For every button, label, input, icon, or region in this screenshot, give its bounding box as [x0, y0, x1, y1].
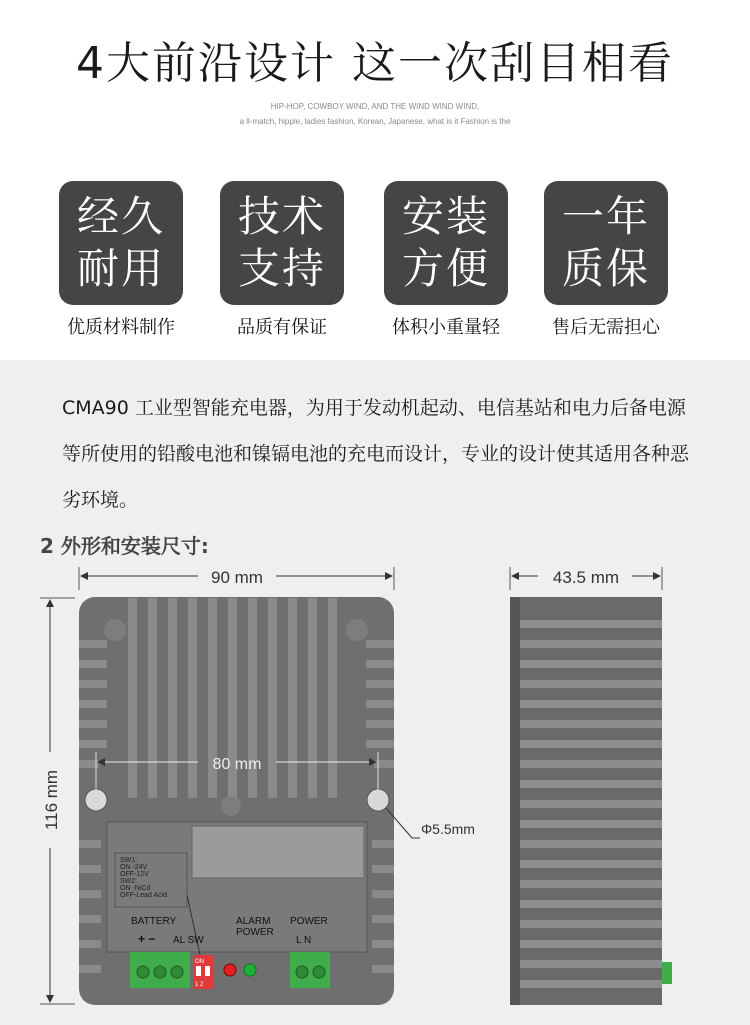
hole-diameter-label: Φ5.5mm — [421, 821, 475, 837]
alarm-label: ALARM — [236, 916, 271, 927]
feature-line-1: 技术 — [237, 192, 326, 241]
mounting-hole-left — [85, 789, 107, 811]
width-dimension-label: 90 mm — [211, 568, 263, 587]
section-title: 2 外形和安装尺寸: — [40, 534, 209, 558]
feature-line-1: 安装 — [401, 192, 490, 241]
side-terminal-tab — [662, 962, 672, 984]
svg-text:ON -NiCd: ON -NiCd — [120, 885, 151, 892]
feature-caption: 体积小重量轻 — [392, 317, 500, 338]
svg-text:OFF-Lead Acid: OFF-Lead Acid — [120, 892, 168, 899]
page-title: 4大前沿设计 这一次刮目相看 — [76, 38, 674, 89]
feature-line-2: 质保 — [561, 244, 650, 293]
subtitle-line-1: HIP-HOP, COWBOY WIND, AND THE WIND WIND WIND, — [270, 102, 480, 111]
svg-text:OFF-12V: OFF-12V — [120, 871, 149, 878]
al-sw-label: AL SW — [173, 935, 204, 946]
feature-caption: 售后无需担心 — [552, 317, 660, 338]
feature-line-2: 耐用 — [76, 244, 165, 293]
power-led-label: POWER — [236, 927, 274, 938]
feature-line-1: 经久 — [76, 192, 165, 241]
feature-caption: 优质材料制作 — [67, 317, 175, 338]
svg-text:SW2:: SW2: — [120, 878, 138, 885]
feature-line-2: 支持 — [237, 244, 326, 293]
depth-dimension-label: 43.5 mm — [552, 568, 620, 587]
mounting-hole-right — [367, 789, 389, 811]
svg-text:ON -24V: ON -24V — [120, 864, 148, 871]
svg-text:SW1:: SW1: — [120, 857, 138, 864]
battery-label: BATTERY — [131, 916, 177, 927]
power-led — [244, 964, 256, 976]
dip-number-label: 1 2 — [195, 982, 204, 988]
alarm-led — [224, 964, 236, 976]
label-plate — [192, 826, 364, 878]
feature-line-1: 一年 — [561, 192, 650, 241]
height-dimension-label: 116 mm — [42, 769, 61, 831]
hole-spacing-label: 80 mm — [212, 756, 262, 773]
power-terminal-labels: L N — [296, 935, 312, 946]
product-description: CMA90 工业型智能充电器，为用于发动机起动、电信基站和电力后备电源等所使用的铅酸电池和镍镉电池的充电而设计，专业的设计使其适用各种恶劣环境。 — [62, 397, 690, 511]
subtitle-line-2: a ll-match, hipple, ladies fashion, Korean, Japanese, what is it Fashion is the — [239, 117, 511, 126]
battery-terminal-signs: + − — [138, 932, 156, 946]
dip-on-label: ON — [195, 959, 204, 965]
feature-line-2: 方便 — [401, 244, 490, 293]
feature-caption: 品质有保证 — [237, 317, 327, 338]
power-label: POWER — [290, 916, 328, 927]
